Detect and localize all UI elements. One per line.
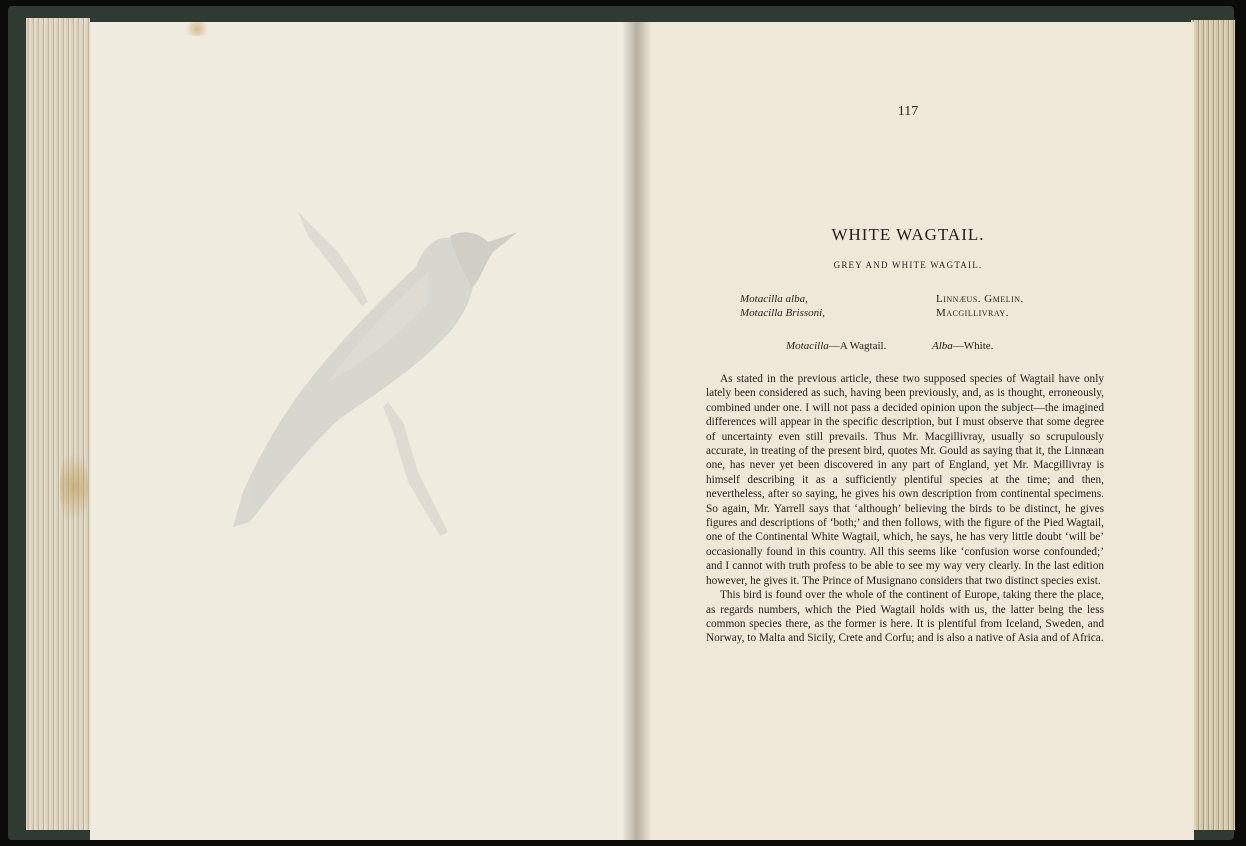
synonym-list xyxy=(740,292,1060,320)
foxing-stain xyxy=(182,22,212,36)
left-page xyxy=(90,22,638,840)
right-page-edges xyxy=(1191,20,1235,830)
chapter-title: WHITE WAGTAIL. xyxy=(831,225,985,244)
right-page xyxy=(638,22,1194,840)
left-page-edges xyxy=(26,18,90,830)
synonym-author: Linnæus. Gmelin. xyxy=(936,293,1024,305)
etymology-meaning: —A Wagtail. xyxy=(828,340,887,352)
etymology-term: Alba xyxy=(932,340,953,352)
chapter-subtitle: GREY AND WHITE WAGTAIL. xyxy=(833,260,983,270)
synonym-name: Motacilla alba, xyxy=(740,293,808,305)
synonym-author: Macgillivray. xyxy=(936,307,1009,319)
etymology-meaning: —White. xyxy=(952,340,994,352)
synonym-row xyxy=(740,292,1060,306)
synonym-row xyxy=(740,306,1060,320)
etymology-genus xyxy=(786,340,886,352)
etymology-species xyxy=(932,340,993,352)
wagtail-illustration xyxy=(188,192,548,582)
etymology-term: Motacilla xyxy=(786,340,829,352)
book xyxy=(8,6,1234,840)
paragraph: This bird is found over the whole of the continent of Europe, taking there the place, as regards numbers, which the Pied Wagtail holds with us, the latter being the less common species there, as the former is here. It is plentiful from Iceland, Sweden, and Norway, to Malta and Sicily, Crete and Corfu; and is also a native of Asia and of Africa. xyxy=(706,589,1104,645)
foxing-stain xyxy=(60,442,88,532)
body-text xyxy=(706,372,1104,646)
synonym-name: Motacilla Brissoni, xyxy=(740,307,825,319)
paragraph: As stated in the previous article, these two supposed species of Wagtail have only lately been considered as such, having been previously, and, as is thought, erroneously, combined under one. I will not pass a decided opinion upon the subject—the imagined differences will appear in the specific description, but I must observe that some degree of uncertainty even still prevails. Thus Mr. Macgillivray, usually so scrupulously accurate, in treating of the present bird, quotes Mr. Gould as saying that it, the Linnæan one, has never yet been discovered in any part of England, yet Mr. Macgillivray is himself describing it as a sufficiently plentiful species at the time; and then, nevertheless, after so saying, he gives his own description from continental specimens. So again, Mr. Yarrell says that ‘although’ believing the birds to be distinct, he gives figures and descriptions of ‘both;’ and then follows, with the figure of the Pied Wagtail, one of the Continental White Wagtail, which, he says, he has very little doubt ‘will be’ occasionally found in this country. All this seems like ‘confusion worse confounded;’ and I cannot with truth profess to be able to see my way very clearly. In the last edition however, he gives it. The Prince of Musignano considers that two distinct species exist. xyxy=(706,373,1104,587)
book-gutter xyxy=(622,22,652,840)
page-number: 117 xyxy=(897,104,919,119)
